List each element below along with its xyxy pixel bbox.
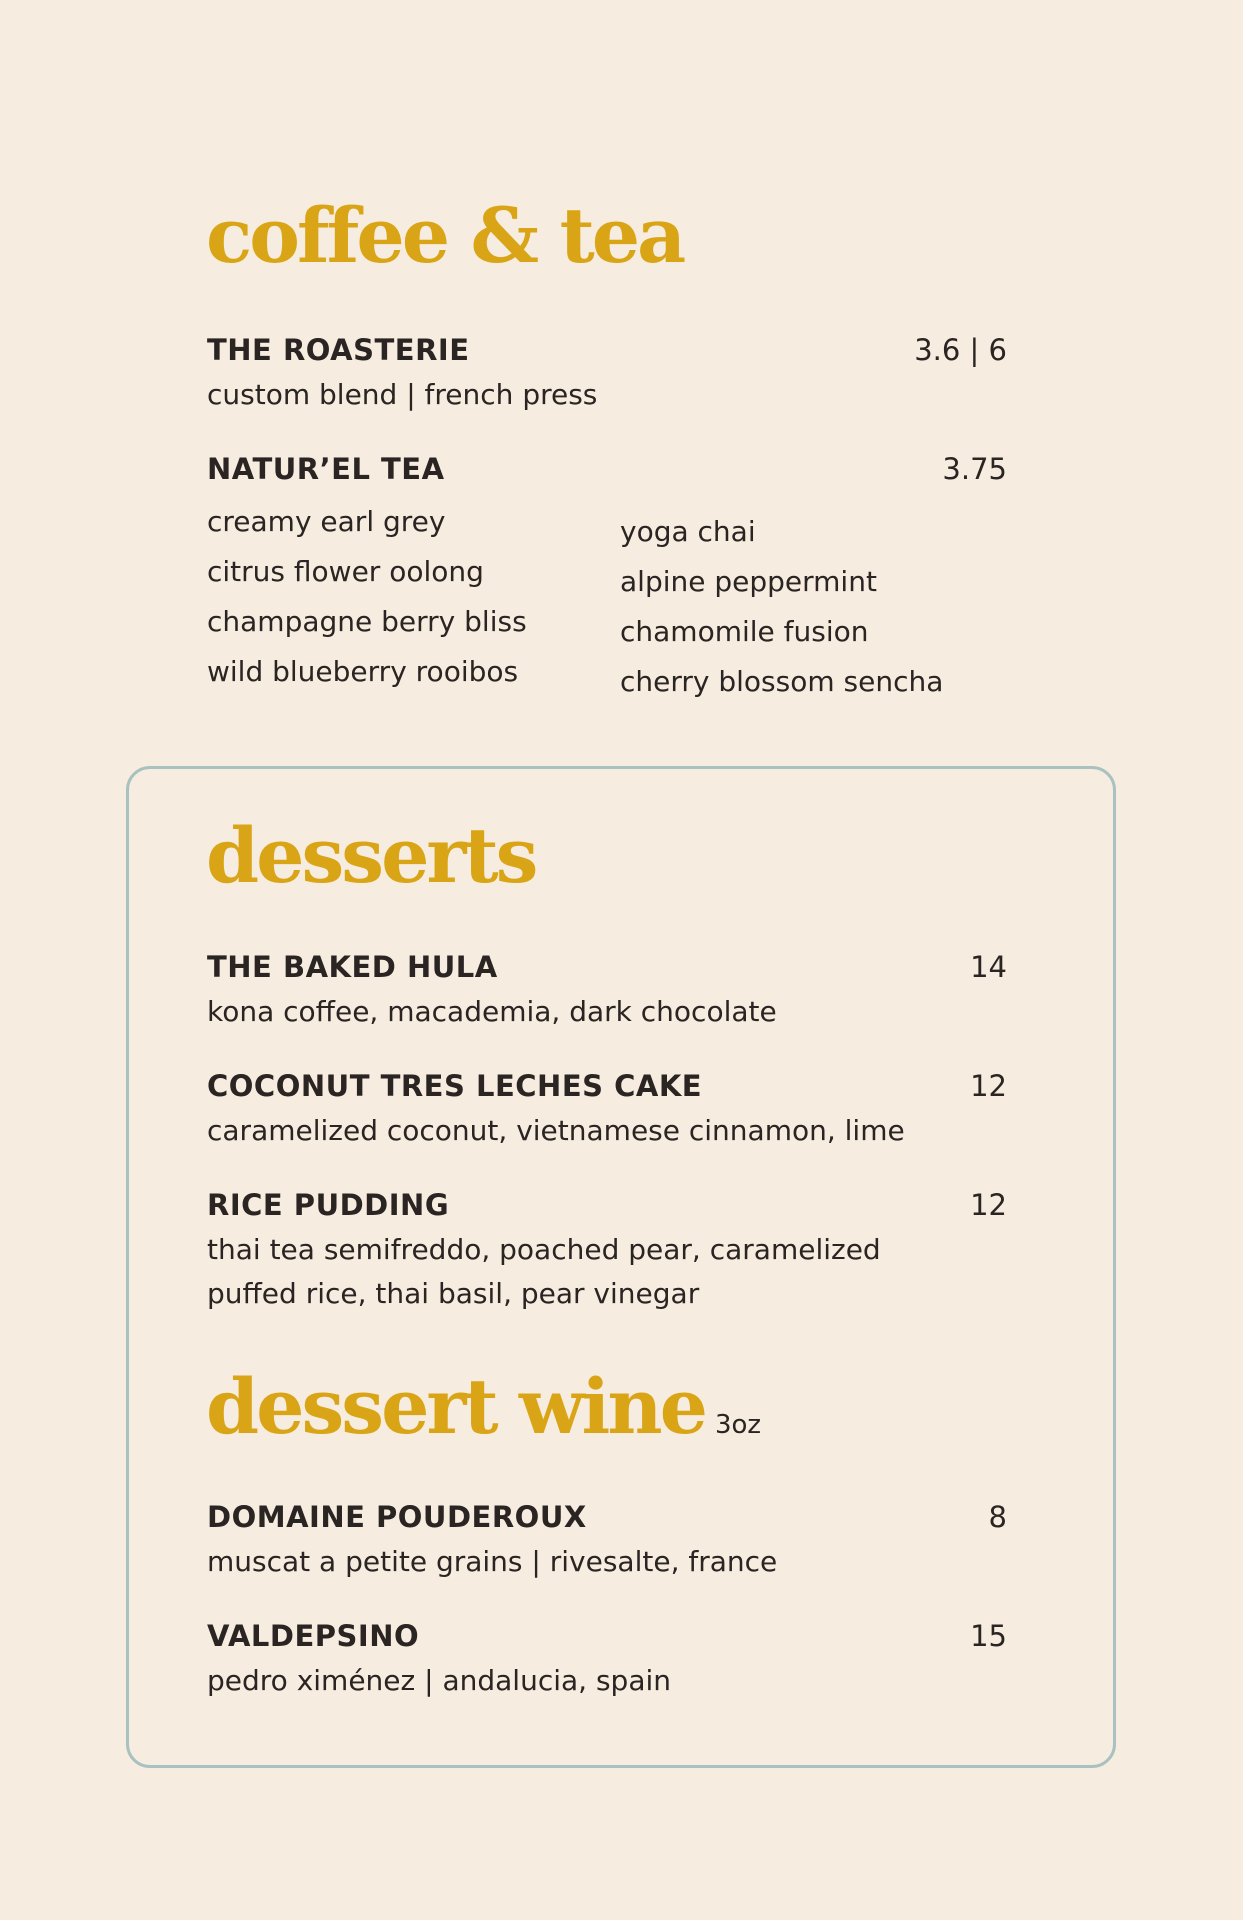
dessert-wine-heading xyxy=(206,1362,762,1451)
item-desc-domaine-pouderoux: muscat a petite grains | rivesalte, france xyxy=(207,1545,778,1578)
tea-list-item: alpine peppermint xyxy=(620,565,877,598)
item-price-naturel-tea: 3.75 xyxy=(942,452,1007,486)
item-desc-coconut-tres-leches-cake: caramelized coconut, vietnamese cinnamon, lime xyxy=(207,1114,905,1147)
item-name-valdepsino: VALDEPSINO xyxy=(207,1619,420,1653)
item-name-the-baked-hula: THE BAKED HULA xyxy=(207,950,498,984)
item-name-coconut-tres-leches-cake: COCONUT TRES LECHES CAKE xyxy=(207,1069,703,1103)
dessert-wine-title: dessert wine xyxy=(206,1362,705,1451)
tea-list-item: chamomile fusion xyxy=(620,615,869,648)
tea-list-item: creamy earl grey xyxy=(207,505,446,538)
tea-list-right xyxy=(620,507,943,707)
item-price-domaine-pouderoux: 8 xyxy=(988,1500,1007,1534)
item-desc-valdepsino: pedro ximénez | andalucia, spain xyxy=(207,1664,671,1697)
item-price-the-baked-hula: 14 xyxy=(970,950,1007,984)
coffee-tea-heading: coffee & tea xyxy=(206,191,684,280)
item-price-valdepsino: 15 xyxy=(970,1619,1007,1653)
item-name-rice-pudding: RICE PUDDING xyxy=(207,1188,450,1222)
item-desc-the-baked-hula: kona coffee, macademia, dark chocolate xyxy=(207,995,777,1028)
item-desc-rice-pudding-line-1: thai tea semifreddo, poached pear, caramelized xyxy=(207,1233,881,1266)
item-price-the-roasterie: 3.6 | 6 xyxy=(914,333,1007,367)
tea-list-item: citrus flower oolong xyxy=(207,555,484,588)
item-name-domaine-pouderoux: DOMAINE POUDEROUX xyxy=(207,1500,587,1534)
item-name-naturel-tea: NATUR’EL TEA xyxy=(207,452,445,486)
item-price-rice-pudding: 12 xyxy=(970,1188,1007,1222)
tea-list-item: champagne berry bliss xyxy=(207,605,527,638)
tea-list-item: wild blueberry rooibos xyxy=(207,655,519,688)
tea-list-left xyxy=(207,497,527,697)
item-desc-the-roasterie: custom blend | french press xyxy=(207,378,598,411)
desserts-heading: desserts xyxy=(206,811,536,900)
item-price-coconut-tres-leches-cake: 12 xyxy=(970,1069,1007,1103)
item-name-the-roasterie: THE ROASTERIE xyxy=(207,333,470,367)
tea-list-item: cherry blossom sencha xyxy=(620,665,944,698)
tea-list-item: yoga chai xyxy=(620,515,756,548)
dessert-wine-serving-size: 3oz xyxy=(714,1410,762,1440)
item-desc-rice-pudding-line-2: puffed rice, thai basil, pear vinegar xyxy=(207,1277,700,1310)
